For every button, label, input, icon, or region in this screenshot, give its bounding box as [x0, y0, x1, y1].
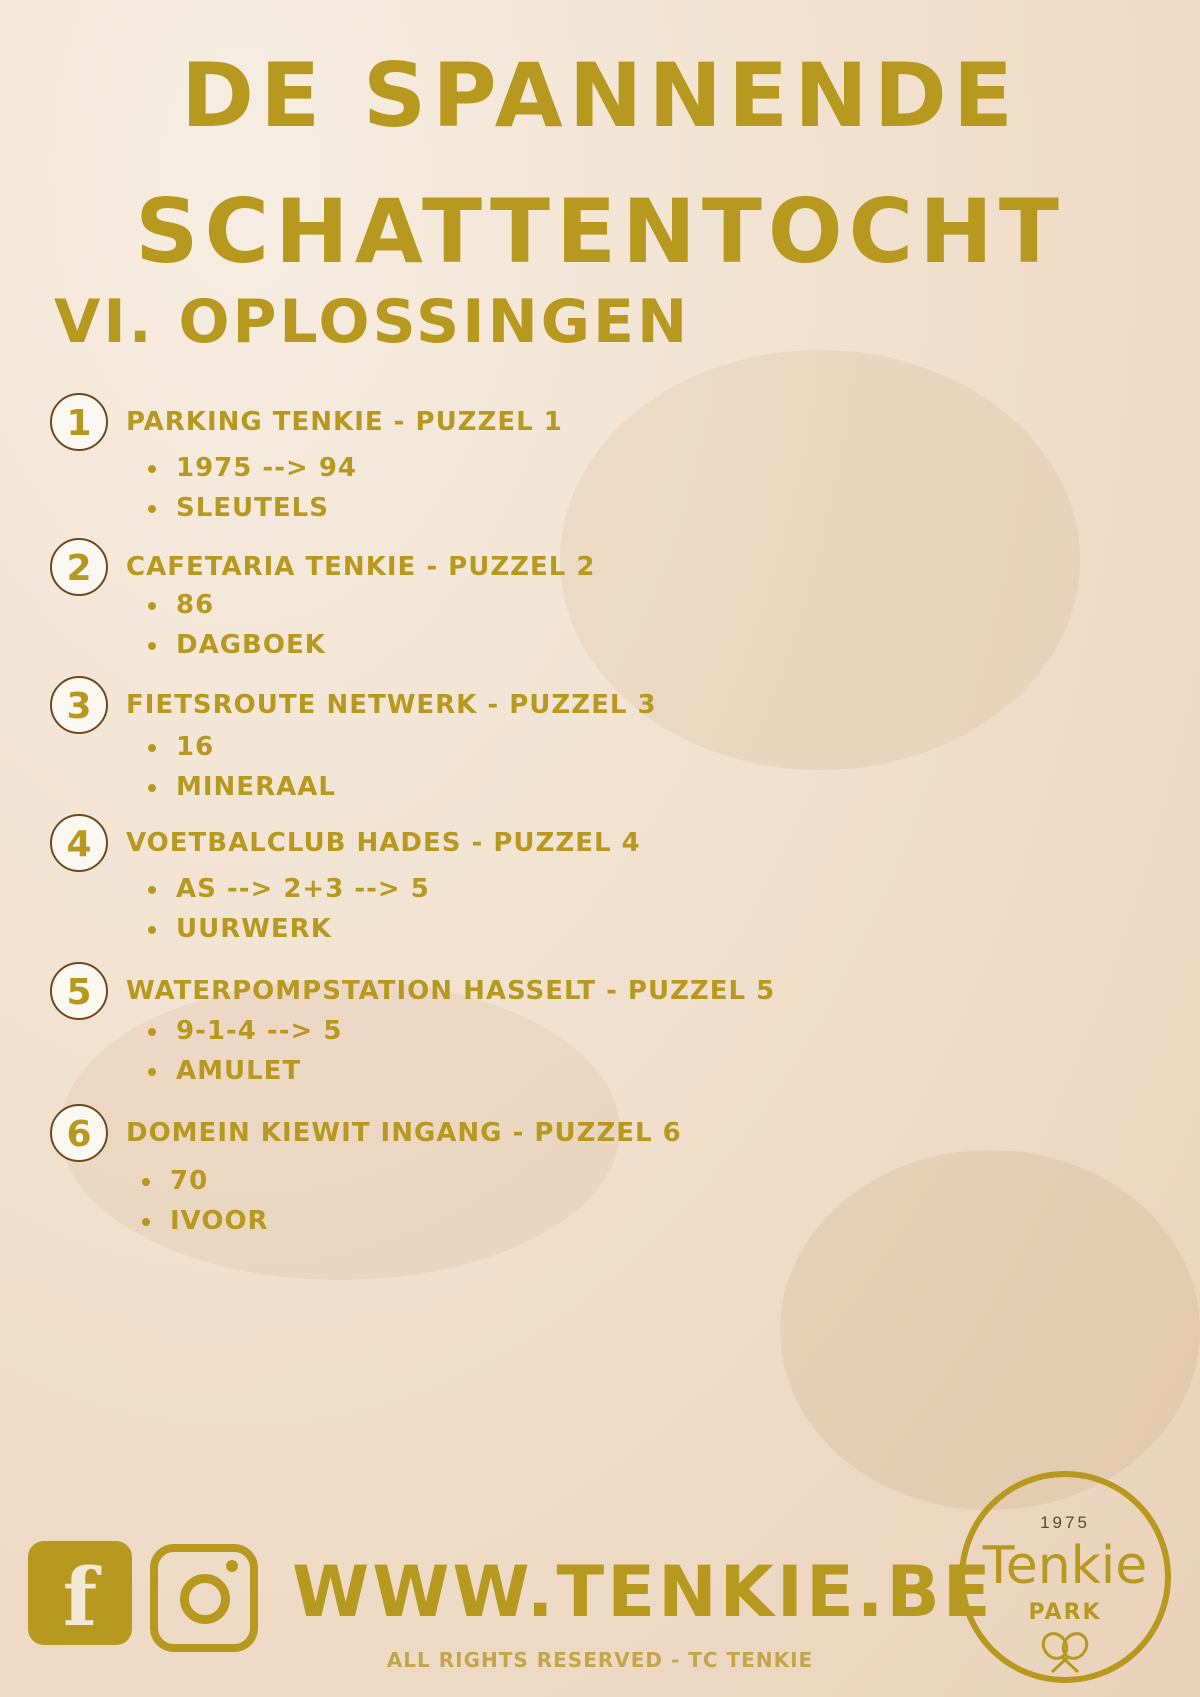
solution-list	[144, 727, 336, 807]
section-title: VI. OPLOSSINGEN	[54, 287, 691, 357]
solution-heading: CAFETARIA TENKIE - PUZZEL 2	[126, 552, 596, 582]
solution-list	[138, 1161, 269, 1241]
solution-heading: WATERPOMPSTATION HASSELT - PUZZEL 5	[126, 976, 776, 1006]
list-item: DAGBOEK	[144, 625, 326, 665]
logo-sub: PARK	[1028, 1600, 1102, 1625]
number-circle: 2	[50, 538, 108, 596]
list-item: SLEUTELS	[144, 488, 357, 528]
facebook-glyph: f	[62, 1550, 98, 1644]
solution-heading: DOMEIN KIEWIT INGANG - PUZZEL 6	[126, 1118, 682, 1148]
copyright-text: ALL RIGHTS RESERVED - TC TENKIE	[386, 1648, 814, 1672]
solution-heading: VOETBALCLUB HADES - PUZZEL 4	[126, 828, 641, 858]
solution-heading: FIETSROUTE NETWERK - PUZZEL 3	[126, 690, 657, 720]
solution-list	[144, 585, 326, 665]
list-item: 70	[138, 1161, 269, 1201]
number-circle: 6	[50, 1104, 108, 1162]
list-item: AS --> 2+3 --> 5	[144, 869, 430, 909]
solution-list	[144, 1011, 342, 1091]
list-item: 16	[144, 727, 336, 767]
list-item: 86	[144, 585, 326, 625]
number-circle: 4	[50, 814, 108, 872]
background-stain	[780, 1150, 1200, 1510]
tenkie-park-logo	[954, 1466, 1176, 1688]
number-circle: 3	[50, 676, 108, 734]
instagram-lens	[180, 1574, 230, 1624]
list-item: MINERAAL	[144, 767, 336, 807]
solution-heading: PARKING TENKIE - PUZZEL 1	[126, 407, 563, 437]
instagram-dot	[226, 1560, 238, 1572]
logo-name: Tenkie	[982, 1536, 1148, 1596]
tennis-rackets-icon	[1039, 1629, 1092, 1672]
page-title-line-1: DE SPANNENDE	[181, 44, 1019, 147]
solution-list	[144, 869, 430, 949]
list-item: 1975 --> 94	[144, 448, 357, 488]
list-item: UURWERK	[144, 909, 430, 949]
logo-year: 1975	[1040, 1513, 1090, 1532]
page-title-line-2: SCHATTENTOCHT	[135, 180, 1065, 283]
number-circle: 5	[50, 962, 108, 1020]
facebook-icon[interactable]	[28, 1541, 132, 1645]
website-link[interactable]: WWW.TENKIE.BE	[292, 1551, 994, 1633]
list-item: 9-1-4 --> 5	[144, 1011, 342, 1051]
solution-list	[144, 448, 357, 528]
list-item: IVOOR	[138, 1201, 269, 1241]
list-item: AMULET	[144, 1051, 342, 1091]
instagram-icon[interactable]	[150, 1544, 258, 1652]
number-circle: 1	[50, 393, 108, 451]
